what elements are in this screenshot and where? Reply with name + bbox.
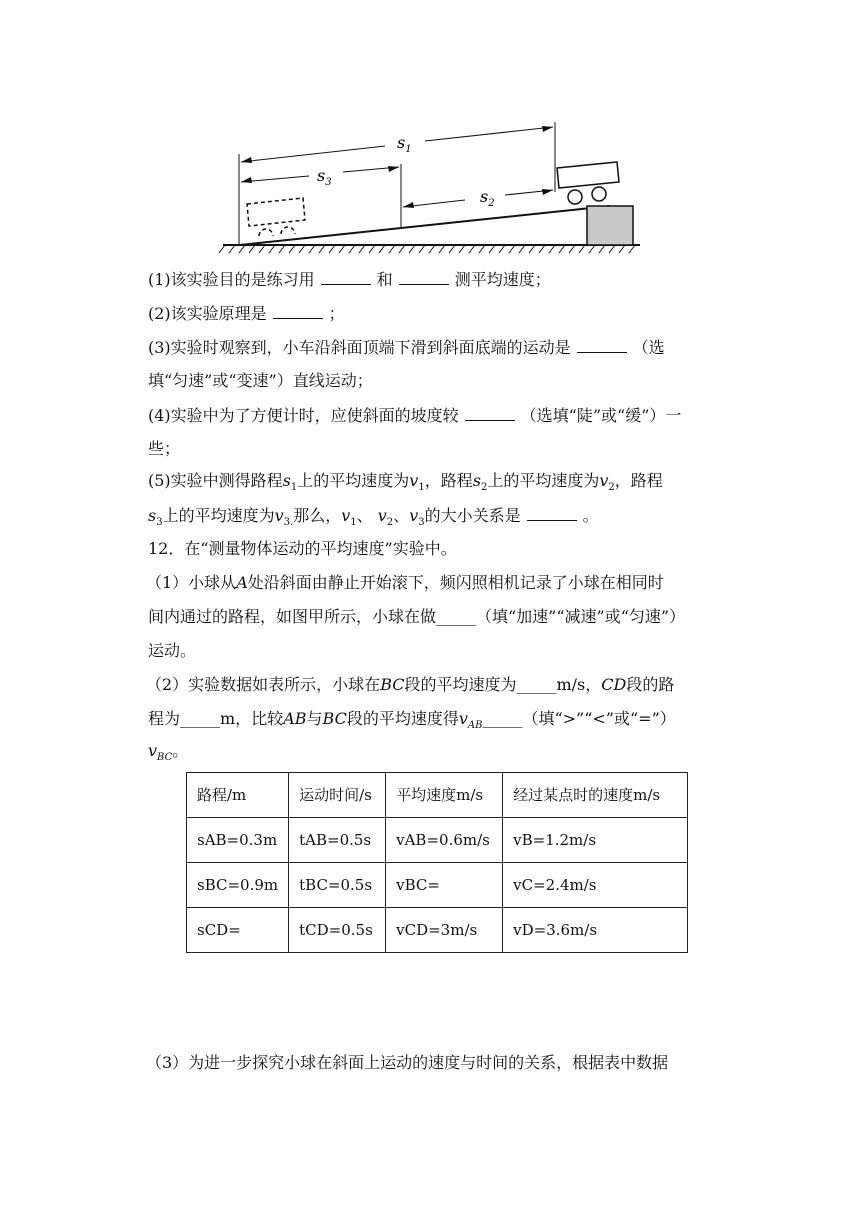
table-header-cell: 运动时间/s [289, 773, 386, 818]
table-row [187, 818, 688, 863]
table-cell: vBC= [386, 863, 503, 908]
q11-item2: (2)该实验原理是 ； [148, 304, 345, 323]
table-cell: sCD= [187, 908, 289, 953]
table-header-cell: 经过某点时的速度m/s [503, 773, 688, 818]
table-cell: sBC=0.9m [187, 863, 289, 908]
table-cell: tCD=0.5s [289, 908, 386, 953]
q12-stem: 12．在“测量物体运动的平均速度”实验中。 [148, 539, 457, 558]
q12-part3: （3）为进一步探究小球在斜面上运动的速度与时间的关系，根据表中数据 [146, 1053, 669, 1072]
table-row [187, 908, 688, 953]
table-cell: vC=2.4m/s [503, 863, 688, 908]
q11-item1: (1)该实验目的是练习用 和 测平均速度； [148, 270, 551, 289]
q12-part1-line1: （1）小球从A处沿斜面由静止开始滚下，频闪照相机记录了小球在相同时 [146, 573, 664, 592]
table-header-cell: 平均速度m/s [386, 773, 503, 818]
table-cell: vCD=3m/s [386, 908, 503, 953]
q11-item4-line2: 些； [148, 439, 181, 458]
table-cell: tBC=0.5s [289, 863, 386, 908]
q11-item5-line1: (5)实验中测得路程$s_1$上的平均速度为$v_1$，路程$s_2$上的平均速度为$v_2$，路程 [148, 471, 663, 494]
q11-item3-line1: (3)实验时观察到，小车沿斜面顶端下滑到斜面底端的运动是 （选 [148, 338, 665, 357]
q12-part2-line3: $v_{BC}$。 [148, 741, 189, 764]
s2-label: $s_2$ [480, 187, 495, 209]
q11-item5-line2: $s_3$上的平均速度为$v_{3.}$那么，$v_1$、 $v_2$、$v_3$的大小关系是 。 [148, 506, 599, 529]
table-cell: vD=3.6m/s [503, 908, 688, 953]
table-cell: sAB=0.3m [187, 818, 289, 863]
s1-label: $s_1$ [397, 133, 412, 155]
q11-item3-line2: 填“匀速”或“变速”）直线运动； [148, 371, 373, 390]
table-cell: vB=1.2m/s [503, 818, 688, 863]
table-cell: vAB=0.6m/s [386, 818, 503, 863]
q12-part1-line2: 间内通过的路程，如图甲所示，小球在做_____（填“加速”“减速”或“匀速”） [148, 607, 686, 626]
q11-item4-line1: (4)实验中为了方便计时，应使斜面的坡度较 （选填“陡”或“缓”）一 [148, 406, 682, 425]
cart-top [557, 162, 619, 204]
table-cell: tAB=0.5s [289, 818, 386, 863]
incline-diagram [215, 118, 645, 258]
table-row [187, 863, 688, 908]
q12-part1-line3: 运动。 [148, 641, 197, 660]
cart-bottom-dashed [247, 198, 305, 236]
q12-part2-line2: 程为_____m，比较AB与BC段的平均速度得$v_{AB}\_\_\_\_\_$（填“>”“<”或“=”） [148, 709, 676, 732]
q12-part2-line1: （2）实验数据如表所示，小球在BC段的平均速度为_____m/s，CD段的路 [146, 675, 675, 694]
table-header-row [187, 773, 688, 818]
table-header-cell: 路程/m [187, 773, 289, 818]
s3-label: $s_3$ [317, 166, 332, 188]
data-table [186, 772, 688, 953]
